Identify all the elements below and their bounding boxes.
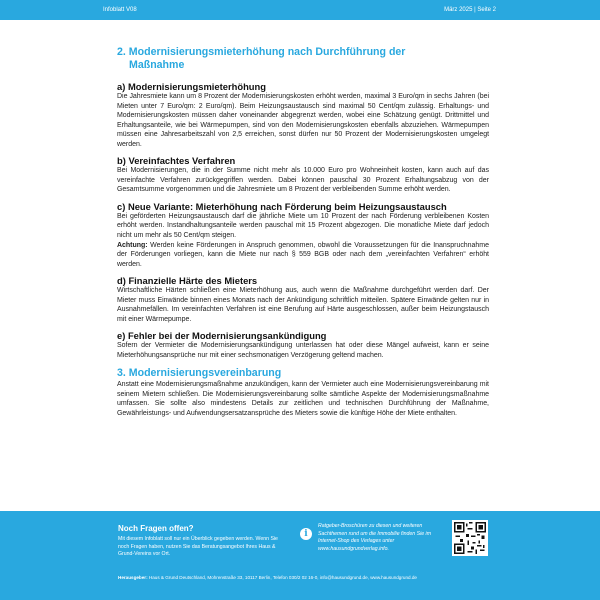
subsection-c-heading: c) Neue Variante: Mieterhöhung nach Förderung beim Heizungsaustausch: [117, 200, 447, 212]
section3-title: 3. Modernisierungsvereinbarung: [117, 367, 282, 380]
main-content: [117, 46, 489, 418]
subsection-c-text: Bei geförderten Heizungsaustausch darf die jährliche Miete um 10 Prozent der nach Förderung verbleibenen Kosten erhöht werden. Instandhaltungsanteile werden pauschal mit 15 Prozent abgezogen. Die monatliche Miete darf jedoch nicht um mehr als 50 Cent/qm steigen.: [117, 212, 489, 240]
note-text: Werden keine Förderungen in Anspruch genommen, obwohl die Voraussetzungen für die Inanspruchnahme der Förderungen vorliegen, kann die Miete nur nach § 559 BGB oder nach dem „vereinfachten Verfahren“ erhöht werden.: [117, 241, 489, 268]
section3-text: Anstatt eine Modernisierungsmaßnahme anzukündigen, kann der Vermieter auch eine Modernisierungsvereinbarung mit seinem Mietern schließen. Die Modernisierungsvereinbarung sollte sämtliche Aspekte der Modernisierungsmaßnahme umfassen. Sie sollte also mindestens Details zur zeitlichen und technischen Durchführung der Maßnahme, Gewährleistungs- und Aufwendungsersatzansprüche des Mieters sowie die künftige Höhe der Miete enthalten.: [117, 380, 489, 417]
subsection-b-text: Bei Modernisierungen, die in der Summe nicht mehr als 10.000 Euro pro Wohneinheit kosten, kann auch auf das vereinfachte Verfahren zurückgegriffen werden. Dabei können pauschal 30 Prozent Erhaltungsabzug von der Gesamtsumme vorgenommen und die Jahresmiete um 8 Prozent der verbleibenden Summe erhöht werden.: [117, 167, 489, 194]
subsection-a-heading: a) Modernisierungsmieterhöhung: [117, 81, 266, 92]
header-right: März 2025 | Seite 2: [444, 7, 496, 13]
footer-box: [0, 511, 600, 600]
qr-code-icon: [452, 520, 488, 556]
section2-number: 2.: [117, 46, 126, 58]
info-icon: i: [300, 528, 312, 540]
header-left: Infoblatt V08: [103, 7, 137, 13]
note-label: Achtung:: [117, 241, 148, 249]
section2-title-line2: Maßnahme: [129, 58, 185, 71]
imprint-label: Herausgeber:: [118, 575, 148, 580]
footer-text: Mit diesem Infoblatt soll nur ein Überblick gegeben werden. Wenn Sie noch Fragen haben, nutzen Sie das Beratungsangebot Ihres Haus & Grund-Vereins vor Ort.: [118, 536, 278, 558]
header-bar: [0, 0, 600, 20]
subsection-d-text: Wirtschaftliche Härten schließen eine Mieterhöhung aus, auch wenn die Maßnahme durchgeführt werden darf. Der Mieter muss Einwände binnen eines Monats nach der Ankündigung schriftlich mitteilen. Spätere Einwände gelten nur in Ausnahmefällen. Im vereinfachten Verfahren ist eine Berufung auf Härte ausgeschlossen, außer beim Heizungstausch mit einer Wärmepumpe.: [117, 287, 489, 323]
imprint-text: Haus & Grund Deutschland, Mohrenstraße 33, 10117 Berlin, Telefon 030/2 02 16-0, info@hausundgrund.de, www.hausundgrund.de: [147, 575, 417, 580]
footer-imprint: [118, 575, 417, 580]
subsection-e-heading: e) Fehler bei der Modernisierungsankündigung: [117, 330, 327, 342]
section2-title-line1: Modernisierungsmieterhöhung nach Durchführung der: [128, 46, 406, 58]
footer-info-text[interactable]: Ratgeber-Broschüren zu diesen und weiteren Sachthemen rund um die Immobilie finden Sie im Internet-Shop des Verlages unter www.hausundgrundverlag.info.: [318, 523, 432, 552]
section2-title: [117, 46, 489, 71]
subsection-c-note: [117, 241, 489, 270]
subsection-e-text: Sofern der Vermieter die Modernisierungsankündigung unterlassen hat oder diese Mängel aufweist, kann er seine Mieterhöhungsansprüche nur mit einer sechsmonatigen Verzögerung geltend machen.: [117, 342, 489, 359]
footer-title: Noch Fragen offen?: [118, 524, 194, 533]
subsection-a-text: Die Jahresmiete kann um 8 Prozent der Modernisierungskosten erhöht werden, maximal 3 Euro/qm in sechs Jahren (bei Mieten unter 7 Euro/qm: 2 Euro/qm). Beim Heizungsaustausch sind maximal 50 Cent/qm zulässig. Erhaltungs- und Modernisierungskosten müssen daher voneinander abgegrenzt werden, wobei eine Schätzung genügt. Drittmittel und Erhaltungsanteile, wie bei Wärmepumpen, sind von den Modernisierungskosten ebenfalls abzuziehen. Wärmepumpen müssen eine Jahresarbeitszahl von 2,5 erreichen, sonst dürfen nur 50 Prozent der Modernisierungskosten umgelegt werden.: [117, 93, 489, 148]
subsection-d-heading: d) Finanzielle Härte des Mieters: [117, 275, 258, 287]
subsection-b-heading: b) Vereinfachtes Verfahren: [117, 155, 236, 167]
